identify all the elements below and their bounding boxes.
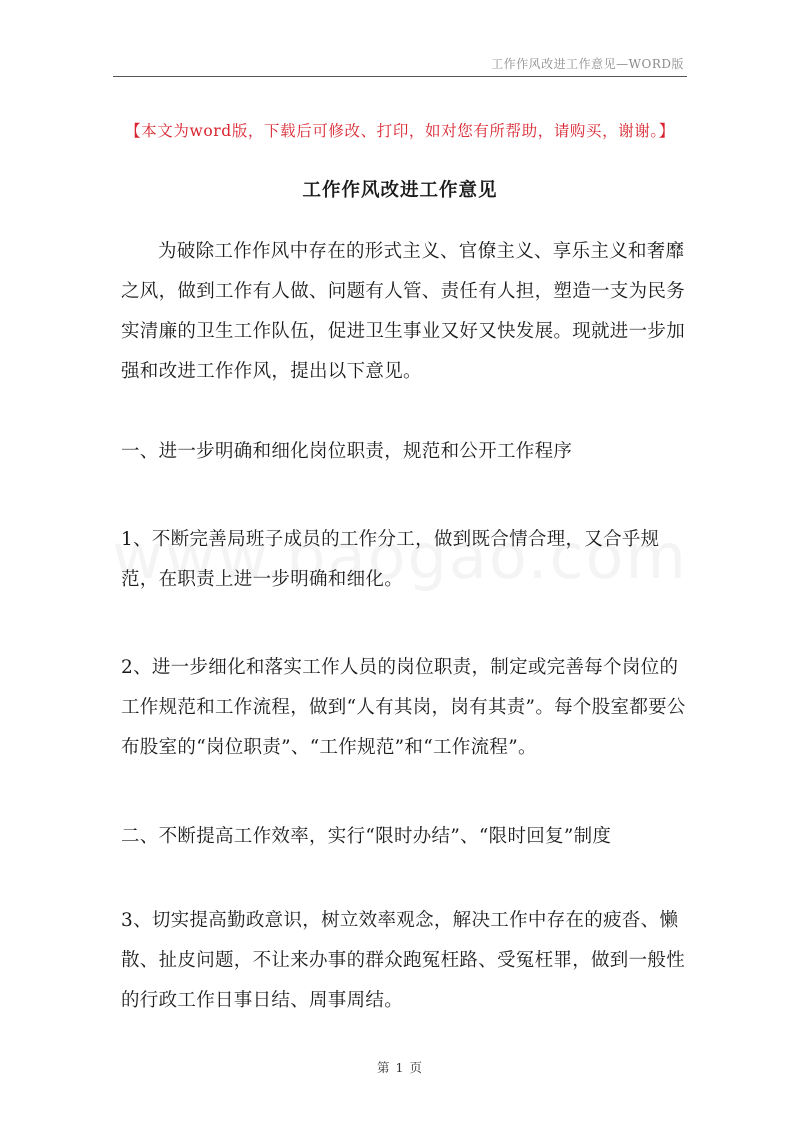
document-title: 工作作风改进工作意见 (302, 180, 498, 201)
header-divider (113, 76, 687, 77)
section-heading-2: 二、不断提高工作效率，实行“限时办结”、“限时回复”制度 (121, 826, 612, 847)
item-1-paragraph: 1、不断完善局班子成员的工作分工，做到既合情合理，又合乎规范，在职责上进一步明确和细化。 (121, 529, 660, 590)
page-number: 第 1 页 (377, 1060, 423, 1075)
intro-paragraph: 为破除工作作风中存在的形式主义、官僚主义、享乐主义和奢靡之风，做到工作有人做、问题有人管、责任有人担，塑造一支为民务实清廉的卫生工作队伍，促进卫生事业又好又快发展。现就进一步加强和改进工作作风，提出以下意见。 (121, 241, 686, 382)
download-notice: 【本文为word版，下载后可修改、打印，如对您有所帮助，请购买，谢谢。】 (125, 122, 675, 140)
watermark (0, 520, 800, 593)
item-3-paragraph: 3、切实提高勤政意识，树立效率观念，解决工作中存在的疲沓、懒散、扯皮问题，不让来办事的群众跑冤枉路、受冤枉罪，做到一般性的行政工作日事日结、周事周结。 (121, 910, 686, 1011)
section-heading-1: 一、进一步明确和细化岗位职责，规范和公开工作程序 (121, 441, 573, 462)
running-header: 工作作风改进工作意见—WORD版 (491, 57, 684, 71)
item-2-paragraph: 2、进一步细化和落实工作人员的岗位职责，制定或完善每个岗位的工作规范和工作流程，做到“人有其岗，岗有其责”。每个股室都要公布股室的“岗位职责”、“工作规范”和“工作流程”。 (121, 657, 686, 758)
